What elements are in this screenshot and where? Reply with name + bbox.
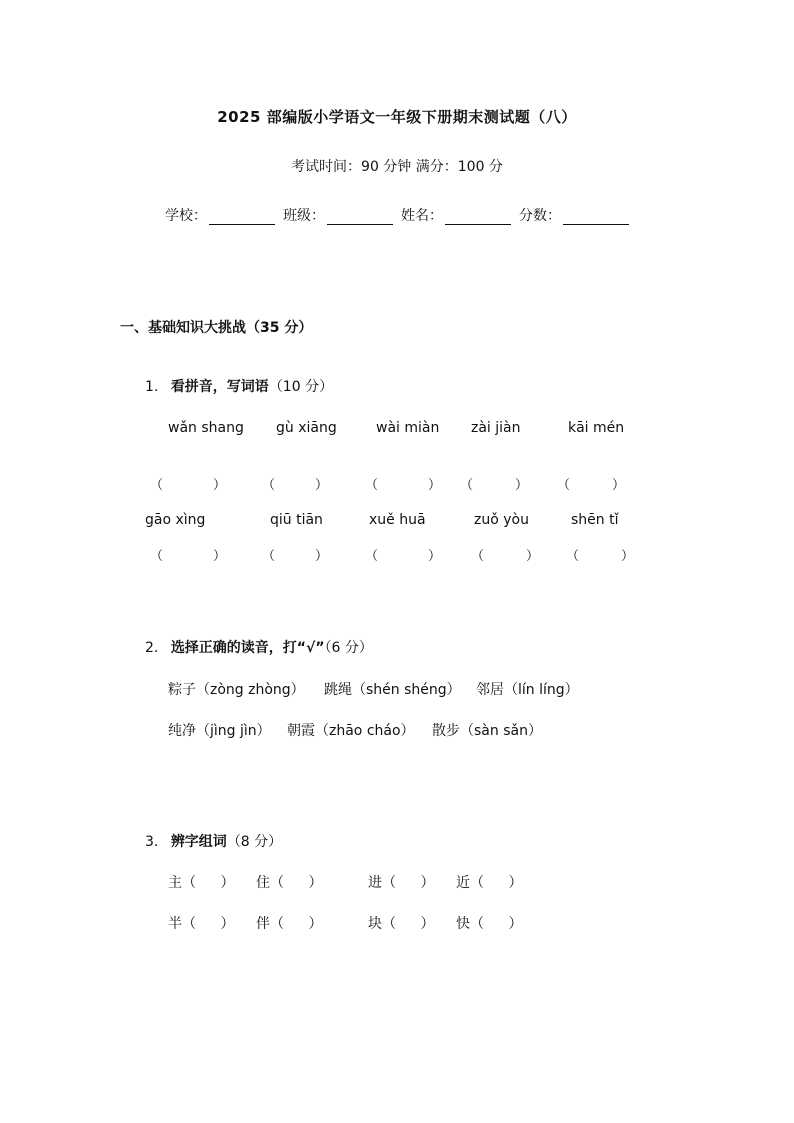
paren-open: （ [365, 478, 379, 493]
score-label: 分数： [519, 208, 561, 224]
q2-number: 2. [145, 640, 159, 656]
school-field[interactable] [165, 205, 275, 225]
score-field[interactable] [519, 205, 629, 225]
exam-subtitle: 考试时间：90 分钟 满分：100 分 [291, 159, 503, 175]
class-label: 班级： [283, 208, 325, 224]
paren-close: ） [526, 549, 540, 564]
paren-close: ） [621, 549, 635, 564]
q1-score: （10 分） [268, 379, 334, 395]
q1-answer-4[interactable] [460, 474, 528, 493]
q1-pinyin-10: shēn tǐ [571, 512, 619, 528]
q3-item-5[interactable]: 半（ ） [168, 916, 235, 932]
q2-item-6[interactable]: 散步（sàn sǎn） [432, 723, 542, 739]
q1-answer-3[interactable] [365, 474, 441, 493]
paren-open: （ [262, 549, 276, 564]
q1-number: 1. [145, 379, 159, 395]
paren-close: ） [213, 549, 227, 564]
q3-item-6[interactable]: 伴（ ） [256, 916, 323, 932]
q2-title-text: 选择正确的读音，打“√” [170, 640, 325, 656]
q1-title [145, 376, 333, 396]
class-blank[interactable] [327, 209, 393, 225]
q1-answer-7[interactable] [262, 545, 328, 564]
paren-close: ） [428, 549, 442, 564]
q1-answer-8[interactable] [365, 545, 441, 564]
q2-item-2[interactable]: 跳绳（shén shéng） [324, 682, 461, 698]
q3-item-7[interactable]: 块（ ） [368, 916, 435, 932]
q1-answer-6[interactable] [150, 545, 226, 564]
q3-number: 3. [145, 834, 159, 850]
section-1-title: 一、基础知识大挑战（35 分） [120, 320, 313, 336]
name-label: 姓名： [401, 208, 443, 224]
q1-pinyin-6: gāo xìng [145, 512, 206, 528]
q1-pinyin-3: wài miàn [376, 420, 440, 436]
q1-answer-9[interactable] [471, 545, 539, 564]
q1-pinyin-1: wǎn shang [168, 420, 244, 436]
paren-close: ） [213, 478, 227, 493]
q2-item-3[interactable]: 邻居（lín líng） [476, 682, 579, 698]
q1-pinyin-9: zuǒ yòu [474, 512, 529, 528]
paren-close: ） [428, 478, 442, 493]
q3-item-2[interactable]: 住（ ） [256, 875, 323, 891]
q2-item-4[interactable]: 纯净（jìng jìn） [168, 723, 271, 739]
paren-close: ） [315, 549, 329, 564]
q2-item-1[interactable]: 粽子（zòng zhòng） [168, 682, 305, 698]
q1-answer-2[interactable] [262, 474, 328, 493]
q3-title [145, 831, 282, 851]
q1-pinyin-4: zài jiàn [471, 420, 521, 436]
school-blank[interactable] [209, 209, 275, 225]
q2-score: （6 分） [324, 640, 373, 656]
paren-open: （ [262, 478, 276, 493]
paren-open: （ [471, 549, 485, 564]
paren-open: （ [150, 478, 164, 493]
q1-pinyin-2: gù xiāng [276, 420, 337, 436]
page-title: 2025 部编版小学语文一年级下册期末测试题（八） [217, 108, 577, 126]
name-blank[interactable] [445, 209, 511, 225]
score-blank[interactable] [563, 209, 629, 225]
student-info-row [0, 205, 794, 225]
paren-close: ） [315, 478, 329, 493]
q2-title [145, 637, 373, 657]
q2-item-5[interactable]: 朝霞（zhāo cháo） [287, 723, 415, 739]
paren-close: ） [612, 478, 626, 493]
paren-open: （ [566, 549, 580, 564]
q3-item-3[interactable]: 进（ ） [368, 875, 435, 891]
name-field[interactable] [401, 205, 511, 225]
paren-open: （ [365, 549, 379, 564]
q3-item-4[interactable]: 近（ ） [456, 875, 523, 891]
q3-item-1[interactable]: 主（ ） [168, 875, 235, 891]
school-label: 学校： [165, 208, 207, 224]
q1-answer-10[interactable] [566, 545, 634, 564]
paren-open: （ [150, 549, 164, 564]
q1-answer-1[interactable] [150, 474, 226, 493]
paren-close: ） [515, 478, 529, 493]
q3-item-8[interactable]: 快（ ） [456, 916, 523, 932]
paren-open: （ [460, 478, 474, 493]
class-field[interactable] [283, 205, 393, 225]
q3-title-text: 辨字组词 [170, 834, 227, 850]
q1-pinyin-7: qiū tiān [270, 512, 323, 528]
q3-score: （8 分） [226, 834, 283, 850]
q1-answer-5[interactable] [557, 474, 625, 493]
q1-pinyin-8: xuě huā [369, 512, 426, 528]
q1-pinyin-5: kāi mén [568, 420, 625, 436]
q1-title-text: 看拼音，写词语 [170, 379, 269, 395]
paren-open: （ [557, 478, 571, 493]
